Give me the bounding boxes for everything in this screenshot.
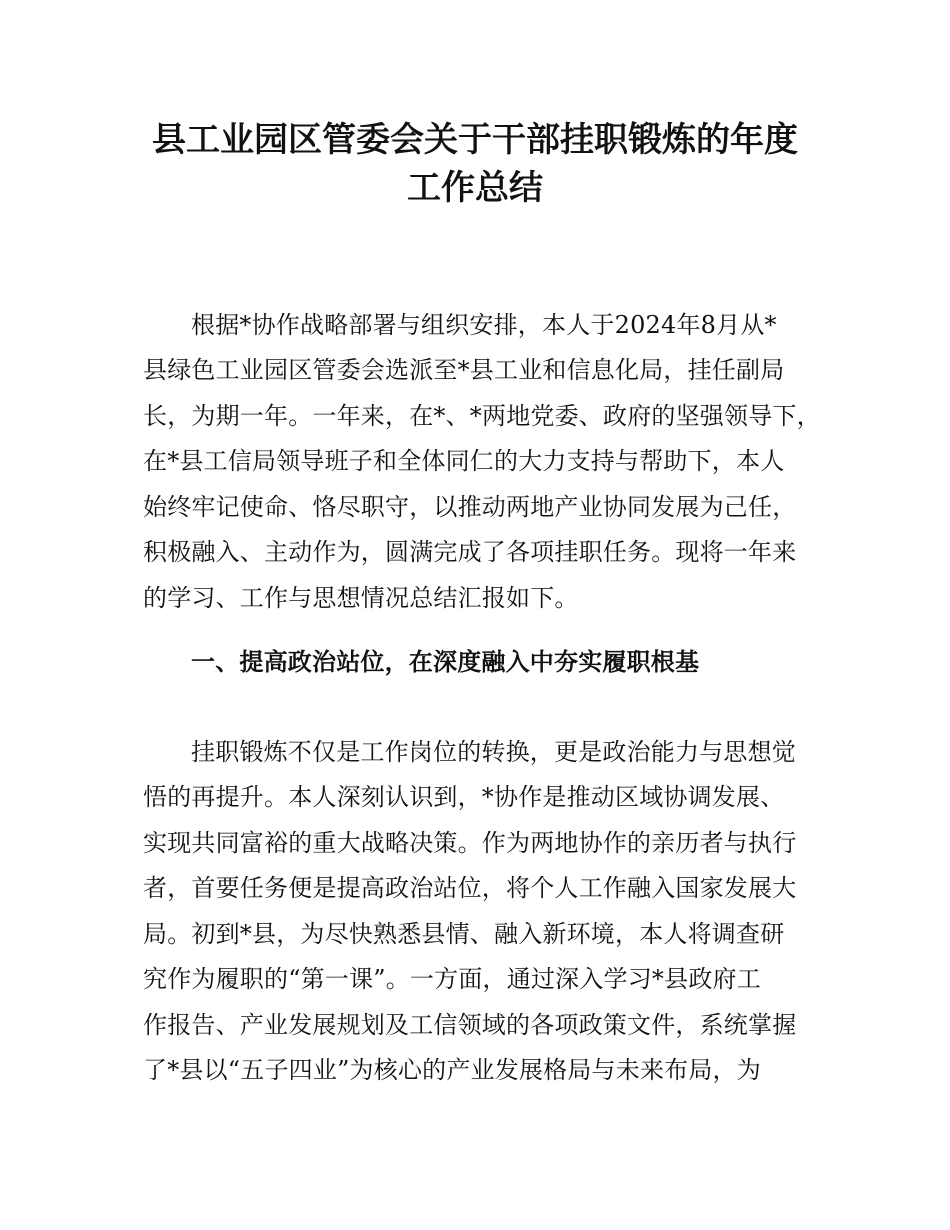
text-line: 了*县以“五子四业”为核心的产业发展格局与未来布局，为: [143, 1056, 761, 1084]
text-line: 作报告、产业发展规划及工信领域的各项政策文件，系统掌握: [143, 1011, 797, 1039]
text-line: 实现共同富裕的重大战略决策。作为两地协作的亲历者与执行: [143, 829, 797, 857]
text-line: 县绿色工业园区管委会选派至*县工业和信息化局，挂任副局: [143, 356, 785, 384]
text-line: 挂职锻炼不仅是工作岗位的转换，更是政治能力与思想觉: [191, 738, 796, 766]
text-line: 根据*协作战略部署与组织安排，本人于2024年8月从*: [191, 311, 777, 339]
text-line: 始终牢记使命、恪尽职守，以推动两地产业协同发展为己任，: [143, 493, 797, 521]
text-line: 在*县工信局领导班子和全体同仁的大力支持与帮助下，本人: [143, 447, 785, 475]
text-line: 悟的再提升。本人深刻认识到，*协作是推动区域协调发展、: [143, 783, 785, 811]
document-title-line-2: 工作总结: [407, 168, 543, 208]
text-line: 究作为履职的“第一课”。一方面，通过深入学习*县政府工: [143, 965, 761, 993]
text-line: 积极融入、主动作为，圆满完成了各项挂职任务。现将一年来: [143, 538, 797, 566]
document-title-line-1: 县工业园区管委会关于干部挂职锻炼的年度: [152, 120, 798, 160]
text-line: 者，首要任务便是提高政治站位，将个人工作融入国家发展大: [143, 874, 797, 902]
text-line: 长，为期一年。一年来，在*、*两地党委、政府的坚强领导下，: [143, 402, 821, 430]
text-line: 的学习、工作与思想情况总结汇报如下。: [143, 584, 579, 612]
text-line: 局。初到*县，为尽快熟悉县情、融入新环境，本人将调查研: [143, 920, 785, 948]
section-heading: 一、提高政治站位，在深度融入中夯实履职根基: [191, 647, 700, 676]
